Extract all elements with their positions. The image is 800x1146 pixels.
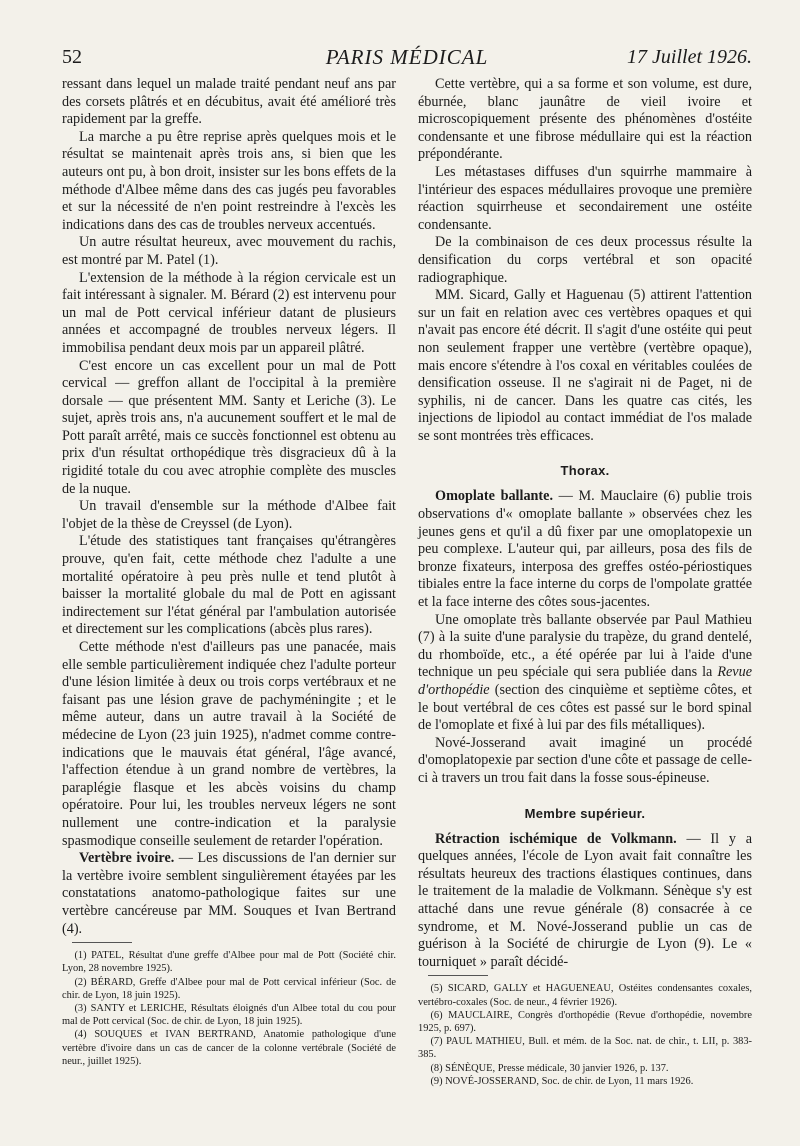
footnote: (9) NOVÉ-JOSSERAND, Soc. de chir. de Lyon, 11 mars 1926. <box>430 1075 694 1087</box>
paragraph-text: Une omoplate très ballante observée par Paul Mathieu (7) à la suite d'une paralysie du trapèze, du grand dentelé, du rhomboïde, etc., a été opérée par lui à l'aide d'une technique un peu spéciale qui sera publiée dans la <box>418 611 752 681</box>
paragraph: C'est encore un cas excellent pour un mal de Pott cervical — greffon allant de l'occipital à la première dorsale — que présentent MM. Santy et Leriche (3). Le sujet, après trois ans, n'a aucunement souffert et le mal de Pott paraît arrêté, mais ce succès fonctionnel est obtenu au prix d'un résultat orthopédique très disgracieux dû à la rigidité totale du cou avec atrophie complète des muscles de la nuque. <box>62 357 396 497</box>
paragraph: MM. Sicard, Gally et Haguenau (5) attirent l'attention sur un fait en relation avec ces vertèbres opaques et qui n'avait pas encore été décrit. Il s'agit d'une ostéite qui peut non seulement frapper une vertèbre (vertèbre opaque), mais encore s'étendre à l'os coxal en véritables coulées de densification osseuse. Il ne s'agirait ni de Paget, ni de syphilis, ni de cancer. Dans les quatre cas cités, les injections de lipiodol au contact immédiat de l'os malade se sont montrées très efficaces. <box>418 287 752 444</box>
footnotes-right <box>418 982 752 1088</box>
run-in-heading: Vertèbre ivoire. <box>79 850 175 867</box>
paragraph-text: — Il y a quelques années, l'école de Lyon avait fait connaître les résultats heureux des tractions élastiques continues, dans le traitement de la maladie de Volkmann. Sénèque s'y est attaché dans une revue générale (8) consacrée à ce syndrome, et M. Nové-Josserand publie un cas de guérison à la Société de chirurgie de Lyon (9). Le « tourniquet » paraît décidé- <box>418 830 752 970</box>
paragraph: Nové-Josserand avait imaginé un procédé d'omoplatopexie par section d'une côte et passage de celle-ci à travers un trou fait dans la fosse sous-épineuse. <box>418 734 752 786</box>
paragraph: La marche a pu être reprise après quelques mois et le résultat se maintenait après trois ans, si bien que les auteurs ont pu, à bon droit, insister sur les bons effets de la méthode d'Albee même dans des cas jugés peu favorables et sur la nécessité de n'en point restreindre à l'excès les indications dans des cas de troubles nerveux accentués. <box>62 128 396 233</box>
paragraph: ressant dans lequel un malade traité pendant neuf ans par des corsets plâtrés et en décubitus, avait été amélioré très rapidement par la greffe. <box>62 76 396 128</box>
footnote: (6) MAUCLAIRE, Congrès d'orthopédie (Revue d'orthopédie, novembre 1925, p. 697). <box>418 1009 752 1034</box>
run-in-heading: Rétraction ischémique de Volkmann. <box>435 830 677 847</box>
paragraph-text: — M. Mauclaire (6) publie trois observations d'« omoplate ballante » observées chez les jeunes gens et qu'il a dû fixer par une omoplatopexie un peu complexe. L'auteur qui, par ailleurs, posa des fils de bronze fixateurs, interposa des greffes ostéo-périostiques tibiales entre la face interne du corps de l'ompolate grattée et la face interne des côtes sous-jacentes. <box>418 488 752 611</box>
footnote: (7) PAUL MATHIEU, Bull. et mém. de la Soc. nat. de chir., t. LII, p. 383-385. <box>418 1036 752 1061</box>
running-header <box>62 42 752 72</box>
paragraph: Un autre résultat heureux, avec mouvement du rachis, est montré par M. Patel (1). <box>62 234 396 268</box>
footnote: (5) SICARD, GALLY et HAGUENEAU, Ostéites condensantes coxales, vertébro-coxales (Soc. de neur., 4 février 1926). <box>418 983 752 1008</box>
footnote-rule <box>428 975 488 976</box>
footnote: (1) PATEL, Résultat d'une greffe d'Albee pour mal de Pott (Société chir. Lyon, 28 novembre 1925). <box>62 950 396 975</box>
right-column <box>418 76 752 1088</box>
footnote: (2) BÉRARD, Greffe d'Albee pour mal de Pott cervical inférieur (Soc. de chir. de Lyon, 18 juin 1925). <box>62 976 396 1001</box>
paragraph: L'étude des statistiques tant françaises qu'étrangères prouve, qu'en fait, cette méthode chez l'adulte a une mortalité opératoire à peu près nulle et tend plutôt à baisser la mortalité globale du mal de Pott en agissant indirectement sur l'état général par l'ambulation autorisée et directement sur les complications (abcès plus rares). <box>62 533 396 638</box>
section-heading-thorax: Thorax. <box>560 463 610 479</box>
paragraph-omoplate <box>418 488 752 611</box>
footnote-rule <box>72 942 132 943</box>
paragraph: Les métastases diffuses d'un squirrhe mammaire à l'intérieur des espaces médullaires provoque une première réaction squirrheuse et secondairement une ostéite condensante. <box>418 163 752 233</box>
footnotes-left <box>62 949 396 1068</box>
paragraph-text: — Les discussions de l'an dernier sur la vertèbre ivoire semblent singulièrement étayées par les constatations anatomo-pathologique faites sur une vertèbre cancéreuse par MM. Souques et Ivan Bertrand (4). <box>62 850 396 937</box>
journal-name: Revue d'orthopédie <box>418 664 752 698</box>
footnote: (8) SÉNÈQUE, Presse médicale, 30 janvier 1926, p. 137. <box>430 1062 669 1074</box>
paragraph-vertebre-ivoire <box>62 850 396 938</box>
footnote: (3) SANTY et LERICHE, Résultats éloignés d'un Albee total du cou pour mal de Pott cervical (Soc. de chir. de Lyon, 18 juin 1925). <box>62 1002 396 1028</box>
paragraph: Cette vertèbre, qui a sa forme et son volume, est dure, éburnée, blanc jaunâtre de vieil ivoire et microscopiquement présente des phénomènes d'ostéite condensante et une fibrose médullaire qui est la réaction prépondérante. <box>418 76 752 163</box>
section-heading-membre-superieur: Membre supérieur. <box>524 805 646 821</box>
page-number: 52 <box>62 46 82 68</box>
paragraph: L'extension de la méthode à la région cervicale est un fait intéressant à signaler. M. Bérard (2) est intervenu pour un mal de Pott cervical inférieur datant de plusieurs années et accompagné de troubles nerveux légers. Il immobilisa pendant deux mois par un appareil plâtré. <box>62 269 396 356</box>
footnote: (4) SOUQUES et IVAN BERTRAND, Anatomie pathologique d'une vertèbre d'ivoire dans un cas de cancer de la colonne vertébrale (Société de neur., juillet 1925). <box>62 1029 396 1067</box>
journal-title: PARIS MÉDICAL <box>325 45 489 69</box>
issue-date: 17 Juillet 1926. <box>627 46 752 68</box>
journal-page <box>62 42 752 1087</box>
paragraph-volkmann <box>418 831 752 972</box>
paragraph: De la combinaison de ces deux processus résulte la densification du corps vertébral et son opacité radiographique. <box>418 234 752 286</box>
paragraph-mathieu <box>418 612 752 735</box>
left-column <box>62 76 396 1068</box>
paragraph: Un travail d'ensemble sur la méthode d'Albee fait l'objet de la thèse de Creyssel (de Lyon). <box>62 498 396 532</box>
run-in-heading: Omoplate ballante. <box>435 488 553 505</box>
paragraph: Cette méthode n'est d'ailleurs pas une panacée, mais elle semble particulièrement indiquée chez l'adulte porteur d'une lésion limitée à deux ou trois corps vertébraux et ne faisant pas une lésion grave de pachyméningite ; et le même auteur, dans un autre travail à la Société de médecine de Lyon (23 juin 1925), n'admet comme contre-indications que le mauvais état général, l'âge avancé, l'affection étendue à un grand nombre de vertèbres, la paraplégie flasque et les abcès voisins du champ opératoire. Pour lui, les troubles nerveux légers ne sont nullement une contre-indication et la paralysie spasmodique conseille seulement de retarder l'opération. <box>62 639 396 849</box>
paragraph-text: (section des cinquième et septième côtes, et le bout vertébral de ces côtes est passé sur le bord spinal de l'omoplate et fixé à lui par des fils métalliques). <box>418 682 752 734</box>
